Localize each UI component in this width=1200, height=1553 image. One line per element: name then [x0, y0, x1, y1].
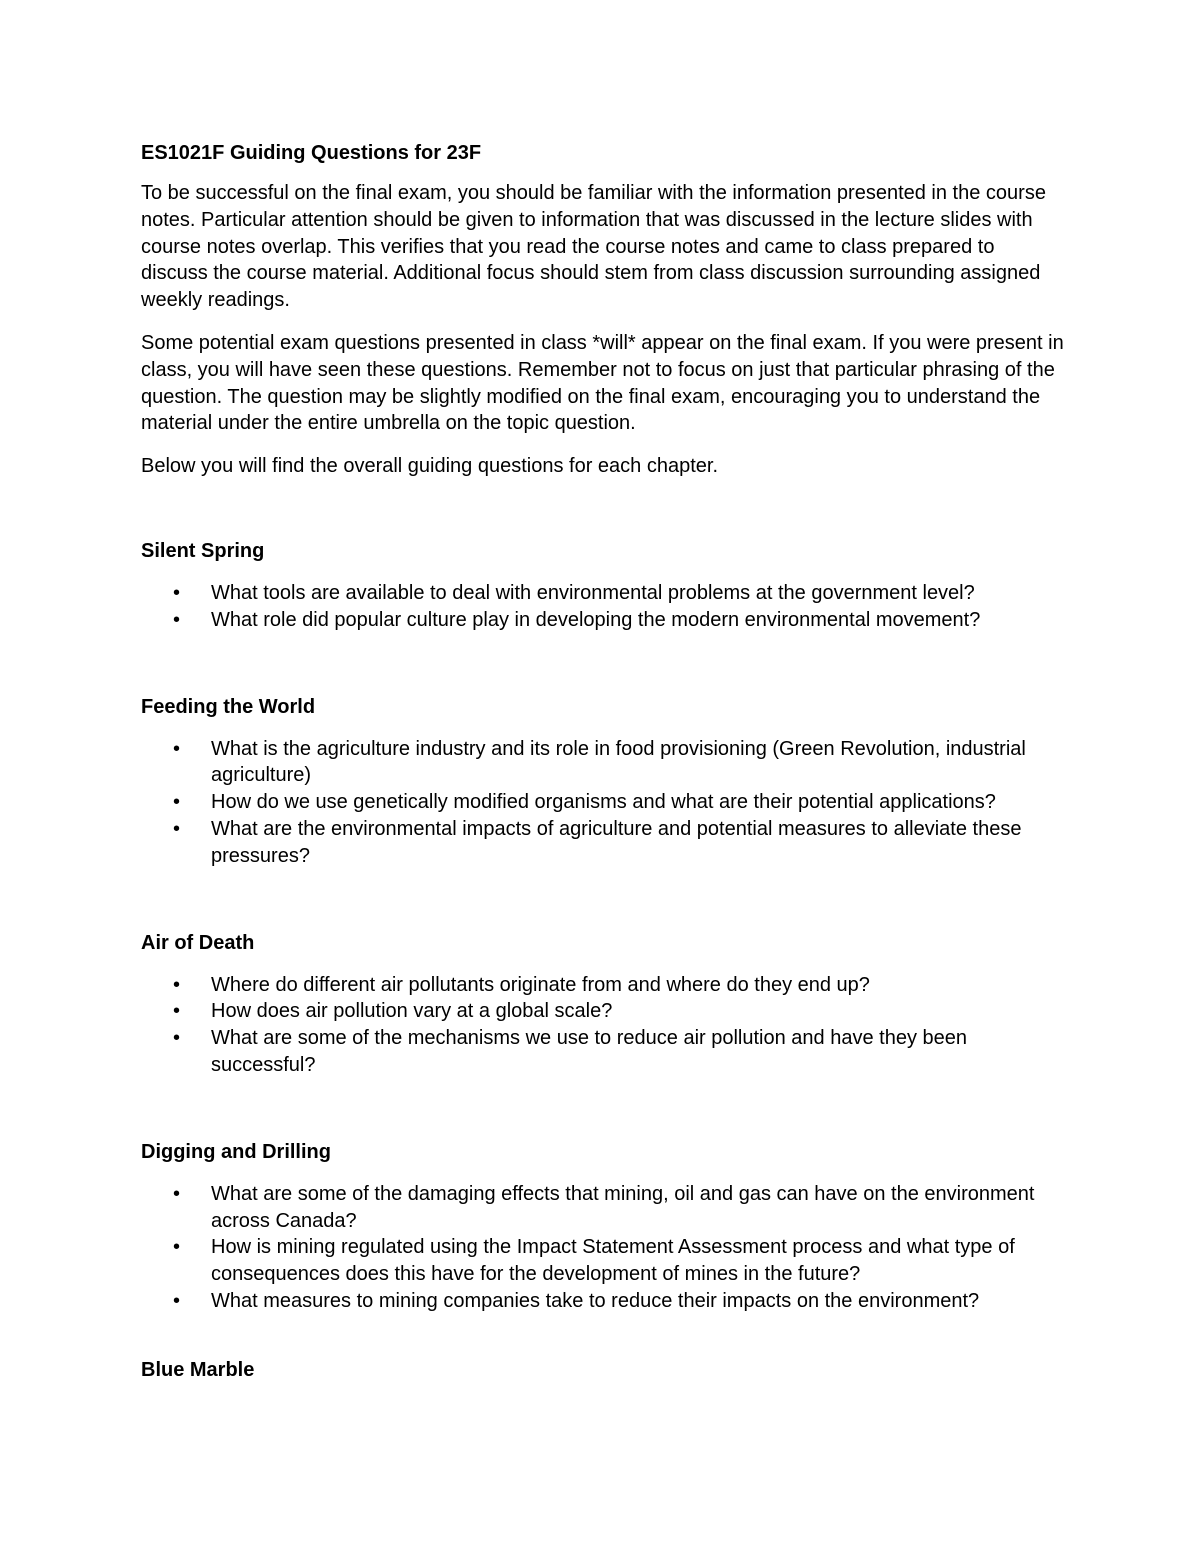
section-air-of-death	[141, 930, 1066, 1079]
bullet-icon: •	[173, 581, 181, 604]
bullet-icon: •	[173, 1182, 181, 1205]
section-feeding-the-world	[141, 694, 1066, 870]
bullet-icon: •	[173, 1289, 181, 1312]
intro-paragraph-3: Below you will find the overall guiding questions for each chapter.	[141, 455, 719, 478]
list-item	[141, 789, 1066, 816]
bullet-icon: •	[173, 608, 181, 631]
question-text: What role did popular culture play in developing the modern environmental movement?	[211, 608, 981, 631]
list-item	[141, 1025, 1066, 1079]
question-text: What is the agriculture industry and its role in food provisioning (Green Revolution, industrial agriculture)	[211, 737, 1026, 787]
list-item	[141, 580, 1066, 607]
intro-paragraph-1: To be successful on the final exam, you should be familiar with the information presented in the course notes. Particular attention should be given to information that was discussed in the lecture slides with course notes overlap. This verifies that you read the course notes and came to class prepared to discuss the course material. Additional focus should stem from class discussion surrounding assigned weekly readings.	[141, 182, 1046, 312]
question-text: How is mining regulated using the Impact Statement Assessment process and what type of consequences does this have for the development of mines in the future?	[211, 1236, 1015, 1286]
list-item	[141, 1288, 1066, 1315]
question-text: How do we use genetically modified organisms and what are their potential applications?	[211, 791, 996, 814]
question-text: What measures to mining companies take to reduce their impacts on the environment?	[211, 1289, 980, 1312]
list-item	[141, 1234, 1066, 1288]
question-list	[141, 1181, 1066, 1315]
bullet-icon: •	[173, 737, 181, 760]
list-item	[141, 972, 1066, 999]
bullet-icon: •	[173, 1000, 181, 1023]
list-item	[141, 816, 1066, 870]
bullet-icon: •	[173, 817, 181, 840]
bullet-icon: •	[173, 791, 181, 814]
question-text: What are some of the damaging effects that mining, oil and gas can have on the environment across Canada?	[211, 1182, 1035, 1232]
question-list	[141, 972, 1066, 1079]
list-item	[141, 1181, 1066, 1235]
bullet-icon: •	[173, 973, 181, 996]
list-item	[141, 736, 1066, 790]
question-text: What tools are available to deal with environmental problems at the government level?	[211, 581, 975, 604]
question-text: What are some of the mechanisms we use to reduce air pollution and have they been successful?	[211, 1027, 967, 1076]
list-item	[141, 607, 1066, 634]
question-text: What are the environmental impacts of agriculture and potential measures to alleviate these pressures?	[211, 817, 1022, 867]
question-text: Where do different air pollutants originate from and where do they end up?	[211, 973, 870, 996]
section-heading: Air of Death	[141, 931, 255, 954]
question-list	[141, 736, 1066, 870]
section-heading: Digging and Drilling	[141, 1140, 331, 1163]
document-title: ES1021F Guiding Questions for 23F	[141, 142, 482, 164]
section-silent-spring	[141, 538, 1066, 634]
question-text: How does air pollution vary at a global scale?	[211, 1000, 613, 1023]
section-blue-marble	[141, 1357, 1066, 1384]
question-list	[141, 580, 1066, 634]
section-heading: Feeding the World	[141, 695, 316, 718]
section-heading: Silent Spring	[141, 539, 265, 562]
document-page	[141, 140, 1066, 1399]
list-item	[141, 998, 1066, 1025]
bullet-icon: •	[173, 1027, 181, 1050]
section-heading: Blue Marble	[141, 1358, 255, 1381]
bullet-icon: •	[173, 1236, 181, 1259]
intro-paragraph-2: Some potential exam questions presented in class *will* appear on the final exam. If you were present in class, you will have seen these questions. Remember not to focus on just that particular phrasing of the question. The question may be slightly modified on the final exam, encouraging you to understand the material under the entire umbrella on the topic question.	[141, 331, 1064, 435]
section-digging-and-drilling	[141, 1139, 1066, 1315]
